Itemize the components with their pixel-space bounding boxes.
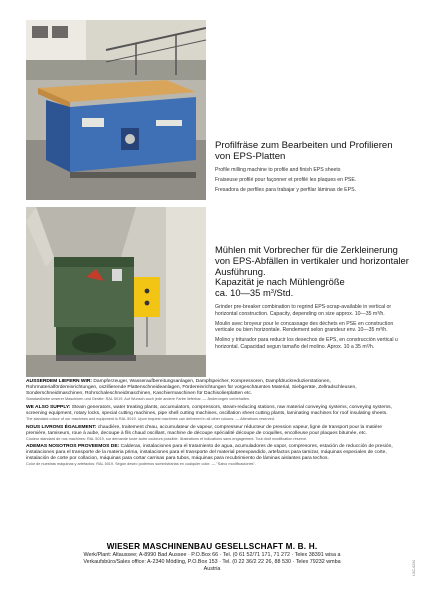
supply-item-es — [26, 444, 398, 467]
grinder-text-fr: Moulin avec broyeur pour le concassage des déchets en PSE en construction verticale ou bien horizontale. Rendement selon grandeur env. 10—35 m³/h. — [215, 320, 394, 334]
grinder-heading: Mühlen mit Vorbrecher für die Zerkleinerung von EPS-Abfällen in vertikaler und horizontaler Ausführung. — [215, 244, 409, 277]
supply-list — [26, 379, 398, 470]
supply-note: Color de nuestras máquinas y artefactos: RAL 5019. Según deseo podemos suministrarlas en cualquier color. — "Salvo modificaciones". — [26, 462, 256, 467]
profile-milling-machine-photo — [26, 20, 206, 200]
supply-item-de — [26, 379, 398, 402]
grinder-photo — [26, 207, 206, 377]
supply-text: Calderas, instalaciones para el tratamiento de agua, acumuladores de vapor, compresores, estación de reducción de presión, instalaciones para el transporte de la materia prima, instalaciones para el transporte del material preexpandido, artefactos para tamizar, máquinas especiales de corte, instalación de corte por collacion, máquinas para cortar carrisas para tubos, máquinas para recubrimiento de láminas aislantes para techos. — [26, 444, 393, 462]
address-country: Austria — [203, 566, 221, 572]
address-plant: Werk/Plant: Altaussee; A-8990 Bad Aussee · P.O.Box 66 · Tel. (0 61 52/71 171, 71 272 · Telex 38391 wisa a — [83, 552, 341, 558]
supply-item-fr — [26, 425, 398, 442]
milling-machine-text-es: Fresadora de perfiles para trabajar y perfilar láminas de EPS. — [215, 186, 356, 193]
address-sales-office: Verkaufsbüro/Sales office: A-2340 Mödling, P.O.Box 153 · Tel. (0 22 36/2 22 26, 88 530 · Telex 79232 wmba — [83, 559, 341, 565]
grinder-description — [215, 245, 410, 351]
supply-text: Dampferzeuger, Wasseraufbereitungsanlagen, Dampfspeicher, Kompressoren, Dampfdruckreduzierstationen, Rohrmaterialfördereinrichtungen, oszillierende Plattenschneideanlagen, Fördereinrichtungen für vorgeschäumtes Material, Siebgeräte, Zellradschleusen, Sonderschneidmaschinen, Rohrschaleschneidmaschinen, Kaschiermaschinen für Dachisolierplatten etc. — [26, 379, 357, 396]
supply-text: chaudière, traitement d'eau, accumulateur de vapeur, compresseur réducteur de pression vapeur, ligne de transport pour la matière première, tamiseurs, roue à aube, decoupe à fils chaud oscillant, machine de découpe spécialité découpe de coquilles, encolleuse pour plaques bitumée, etc. — [26, 424, 382, 436]
supply-label: WE ALSO SUPPLY: — [26, 404, 71, 410]
supply-label: ADEMAS NOSOTROS PROVEEMOS DE: — [26, 444, 120, 450]
company-name: WIESER MASCHINENBAU GESELLSCHAFT M. B. H. — [106, 542, 318, 551]
milling-machine-heading: Profilfräse zum Bearbeiten und Profilieren von EPS-Platten — [215, 140, 393, 162]
supply-note: Standardfarbe unserer Maschinen und Geräte: RAL 5019. Auf Wunsch auch jede andere Farbe lieferbar. — Änderungen vorbehalten. — [26, 397, 251, 401]
supply-label: AUSSERDEM LIEFERN WIR: — [26, 379, 93, 384]
supply-label: NOUS LIVRONS ÉGALEMENT: — [26, 424, 97, 430]
grinder-capacity-value: ca. 10—35 $m^3$/Std. — [215, 287, 294, 299]
grinder-capacity-label: Kapazität je nach Mühlengröße — [215, 276, 345, 288]
supply-note: The standard colour of our machines and equipment is RAL 5019. Upon request machines can delivered in all other colours. — Alterations reserved. — [26, 416, 275, 421]
milling-machine-text-en: Profile milling machine to profile and finish EPS sheets — [215, 167, 341, 173]
milling-machine-text-fr: Fraiseuse profilé pour façonner et profilé les plaques en PSE. — [215, 176, 357, 183]
supply-text: Steam generators, water treating plants, accumulators, compressors, steam-reducing stations, raw material conveying systems, conveying systems, screening equipment, rotary locks, special cutting machines, pipe shell cutting machines, oscillation sheet cutting plants, laminating machines for roof insulating sheets. — [26, 404, 392, 416]
company-footer — [26, 542, 398, 573]
grinder-text-en: Grinder pre-breaker combination to regrind EPS-scrap-available in vertical or horizontal construction. Capacity, depending on size approx. 10—35 m³/h. — [215, 303, 392, 317]
document-code: LSC-0234 — [412, 560, 416, 576]
milling-machine-description — [215, 140, 410, 193]
supply-note: Couleur standard de nos machines: RAL 5019, sur demande toute autre couleurs possible. Illustrations et indications sans engagement. Tout droit modification réservé. — [26, 436, 308, 441]
supply-item-en — [26, 405, 398, 422]
grinder-text-es: Molino y triturador para reducir los desechos de EPS, en construcción vertical u horizontal. Capacidad segun tamaño del molino. Aprox. 10 a 35 m³/h. — [215, 337, 398, 350]
